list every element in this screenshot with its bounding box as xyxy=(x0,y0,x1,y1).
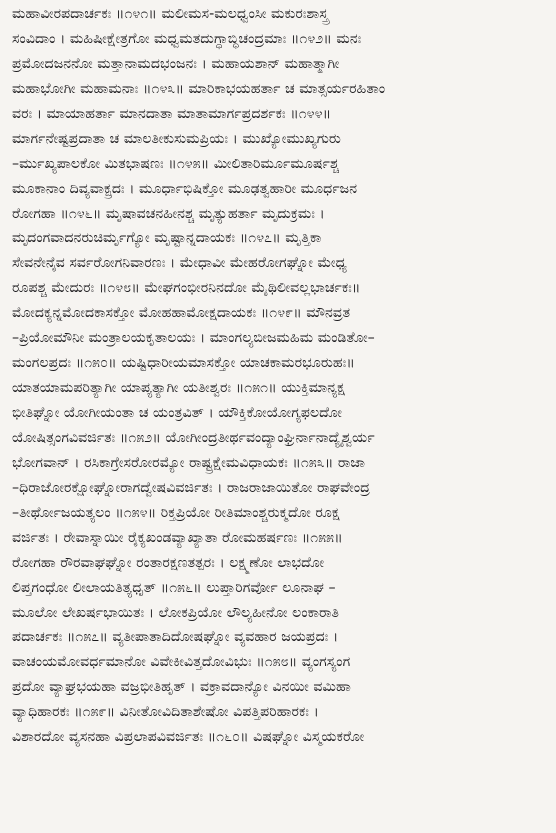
text-line: –ತೀರ್ಥೋಜಯತ್ಯಲಂ ॥೧೫೪॥ ರಿಕ್ತಪ್ರಿಯೋ ರೀತಿಮಾಂಶ್ಚರುಕ್ಮದೋ ರೂಕ್ಷ xyxy=(12,504,340,521)
text-line: ಸೇವನೇನೈವ ಸರ್ವರೋಗನಿವಾರಣಃ । ಮೇಧಾವೀ ಮೇಹರೋಗಘ್ನೋ ಮೇಧ್ಯ xyxy=(12,255,347,272)
text-line: ಮಹಾಭೋಗೀ ಮಹಾಮನಾಃ ॥೧೪೩॥ ಮಾರಿಕಾಭಯಹರ್ತಾ ಚ ಮಾತ್ಸರ್ಯರಹಿತಾಂ xyxy=(12,80,386,97)
sanskrit-kannada-text-block xyxy=(12,2,546,750)
text-line: ರೂಪಶ್ಚ ಮೇದುರಃ ॥೧೪೮॥ ಮೇಘಗಂಭೀರನಿನದೋ ಮೈಥಿಲೀವಲ್ಲಭಾರ್ಚಕಃ॥ xyxy=(12,280,361,297)
text-line: ಮಂಗಲಪ್ರದಃ ॥೧೫೦॥ ಯಷ್ಟಿಧಾರೀಯಮಾಸಕ್ತೋ ಯಾಚಕಾಮರಭೂರುಹಃ॥ xyxy=(12,355,355,372)
text-line: ಮೃದಂಗವಾದನರುಚಿರ್ಮೃಗ್ಯೋ ಮೃಷ್ಟಾನ್ನದಾಯಕಃ ॥೧೪೭॥ ಮೃತ್ತಿಕಾ xyxy=(12,230,322,247)
text-line: ವರ್ಜಿತಃ । ರೇವಾಸ್ನಾಯೀ ರೈಕ್ಯಖಂಡವ್ಯಾಖ್ಯಾತಾ ರೋಮಹರ್ಷಣಃ ॥೧೫೫॥ xyxy=(12,529,343,546)
text-line: ರೋಗಹಾ ॥೧೪೬॥ ಮೃಷಾವಚನಹೀನಶ್ಚ ಮೃತ್ಯುಹರ್ತಾ ಮೃದುಕ್ರಮಃ । xyxy=(12,205,325,222)
text-line: ಪ್ರದೋ ವ್ಯಾಘ್ರಭಯಹಾ ವಜ್ರಭೀತಿಹೃತ್ । ವಕ್ರಾವದಾನ್ಯೋ ವಿನಯೀ ವಮಿಹಾ xyxy=(12,679,351,696)
text-line: ವರಃ । ಮಾಯಾಹರ್ತಾ ಮಾನದಾತಾ ಮಾತಾಮಾರ್ಗಪ್ರದರ್ಶಕಃ ॥೧೪೪॥ xyxy=(12,105,332,122)
text-line: ಮಹಾವೀರಪದಾರ್ಚಕಃ ॥೧೪೧॥ ಮಲೀಮಸ-ಮಲಧ್ವಂಸೀ ಮಕುರಃಶಾಸ್ತ್ರ xyxy=(12,6,329,22)
text-line: ಭೋಗವಾನ್ । ರಸಿಕಾಗ್ರೇಸರೋರಮ್ಯೋ ರಾಷ್ಟ್ರಕ್ಷೇಮವಿಧಾಯಕಃ ॥೧೫೩॥ ರಾಜಾ xyxy=(12,454,365,471)
text-line: ಯಾತಯಾಮಪರಿತ್ಯಾಗೀ ಯಾಪ್ಯತ್ಯಾಗೀ ಯತೀಶ್ವರಃ ॥೧೫೧॥ ಯುಕ್ತಿಮಾನ್ಯಕ್ಷ xyxy=(12,380,345,397)
text-line: –ರ್ಮುಖ್ಯಪಾಲಕೋ ಮಿತಭಾಷಣಃ ॥೧೪೫॥ ಮೀಲಿತಾರಿರ್ಮೂಮೂರ್ಷಶ್ಚ xyxy=(12,155,340,172)
text-line: ರೋಗಹಾ ರೌರವಾಘಘ್ನೋ ರಂತಾರಕ್ಷಣತತ್ಪರಃ । ಲಕ್ಷ್ಮಣೋ ಲಾಭದೋ xyxy=(12,554,325,571)
text-line: ಸಂವಿದಾಂ । ಮಹಿಷೀಕ್ಷೇತ್ರಗೋ ಮಧ್ವಮತದುಗ್ಧಾಬ್ಧಿಚಂದ್ರಮಾಃ ॥೧೪೨॥ ಮನಃ xyxy=(12,30,362,47)
text-line: ಮೂಲೋ ಲೇಖರ್ಷಭಾಯಿತಃ । ಲೋಕಪ್ರಿಯೋ ಲೌಲ್ಯಹೀನೋ ಲಂಕಾರಾತಿ xyxy=(12,604,340,621)
text-line: ಪದಾರ್ಚಕಃ ॥೧೫೭॥ ವ್ಯತೀಪಾತಾದಿದೋಷಘ್ನೋ ವ್ಯವಹಾರ ಜಯಪ್ರದಃ । xyxy=(12,629,339,646)
text-line: ಯೋಷಿತ್ಸಂಗವಿವರ್ಜಿತಃ ॥೧೫೨॥ ಯೋಗೀಂದ್ರತೀರ್ಥವಂದ್ಯಾಂಘ್ರಿರ್ನಾನಾದ್ಯೈಶ್ವರ್ಯ xyxy=(12,429,375,446)
text-line: ಮಾರ್ಗನೇಷ್ಟಪ್ರದಾತಾ ಚ ಮಾಲತೀಕುಸುಮಪ್ರಿಯಃ । ಮುಖ್ಯೋಮುಖ್ಯಗುರು xyxy=(12,130,341,147)
text-line: –ಪ್ರಿಯೋಮೌನೀ ಮಂತ್ರಾಲಯಕೃತಾಲಯಃ । ಮಾಂಗಲ್ಯಬೀಜಮಹಿಮ ಮಂಡಿತೋ– xyxy=(12,330,375,347)
text-line: ಭೀತಿಘ್ನೋ ಯೋಗೀಯಂತಾ ಚ ಯಂತ್ರವಿತ್ । ಯೌಕ್ತಿಕೋಯೋಗ್ಯಫಲದೋ xyxy=(12,405,343,421)
text-line: ಪ್ರಮೋದಜನನೋ ಮತ್ತಾನಾಮದಭಂಜನಃ । ಮಹಾಯಶಾನ್ ಮಹಾತ್ಮಾಗೀ xyxy=(12,55,340,72)
text-line: –ಧಿರಾಜೋರಕ್ಷೋಘ್ನೋರಾಗದ್ವೇಷವಿವರ್ಜಿತಃ । ರಾಜರಾಜಾಯಿತೋ ರಾಘವೇಂದ್ರ xyxy=(12,479,370,496)
text-line: ಮೂಕಾನಾಂ ದಿವ್ಯವಾಕ್ಪ್ರದಃ । ಮೂರ್ಧಾಭಿಷಿಕ್ತೋ ಮೂಢತ್ವಹಾರೀ ಮೂರ್ಧಜನ xyxy=(12,180,358,197)
text-line: ವ್ಯಾಧಿಹಾರಕಃ ॥೧೫೯॥ ವಿನೀತೋವಿದಿತಾಶೇಷೋ ವಿಪತ್ತಿಪರಿಹಾರಕಃ । xyxy=(12,704,319,721)
text-line: ವಾಚಂಯಮೋವರ್ಧಮಾನೋ ವಿವೇಕೀವಿತ್ತದೋವಿಭುಃ ॥೧೫೮॥ ವ್ಯಂಗಸ್ಯಂಗ xyxy=(12,654,351,671)
text-line: ಲಿಪ್ತಗಂಧೋ ಲೀಲಾಯತಿತ್ಯಧೃತ್ ॥೧೫೬॥ ಲುಪ್ತಾರಿಗರ್ವೋ ಲೂನಾಘ – xyxy=(12,579,336,596)
text-line: ವಿಶಾರದೋ ವ್ಯಸನಹಾ ವಿಪ್ರಲಾಪವಿವರ್ಜಿತಃ ॥೧೬೦॥ ವಿಷಘ್ನೋ ವಿಸ್ಮಯಕರೋ xyxy=(12,729,365,746)
text-line: ಮೋದಕ್ಯನ್ನಮೋದಕಾಸಕ್ತೋ ಮೋಹಹಾಮೋಕ್ಷದಾಯಕಃ ॥೧೪೯॥ ಮೌನವ್ರತ xyxy=(12,305,351,322)
